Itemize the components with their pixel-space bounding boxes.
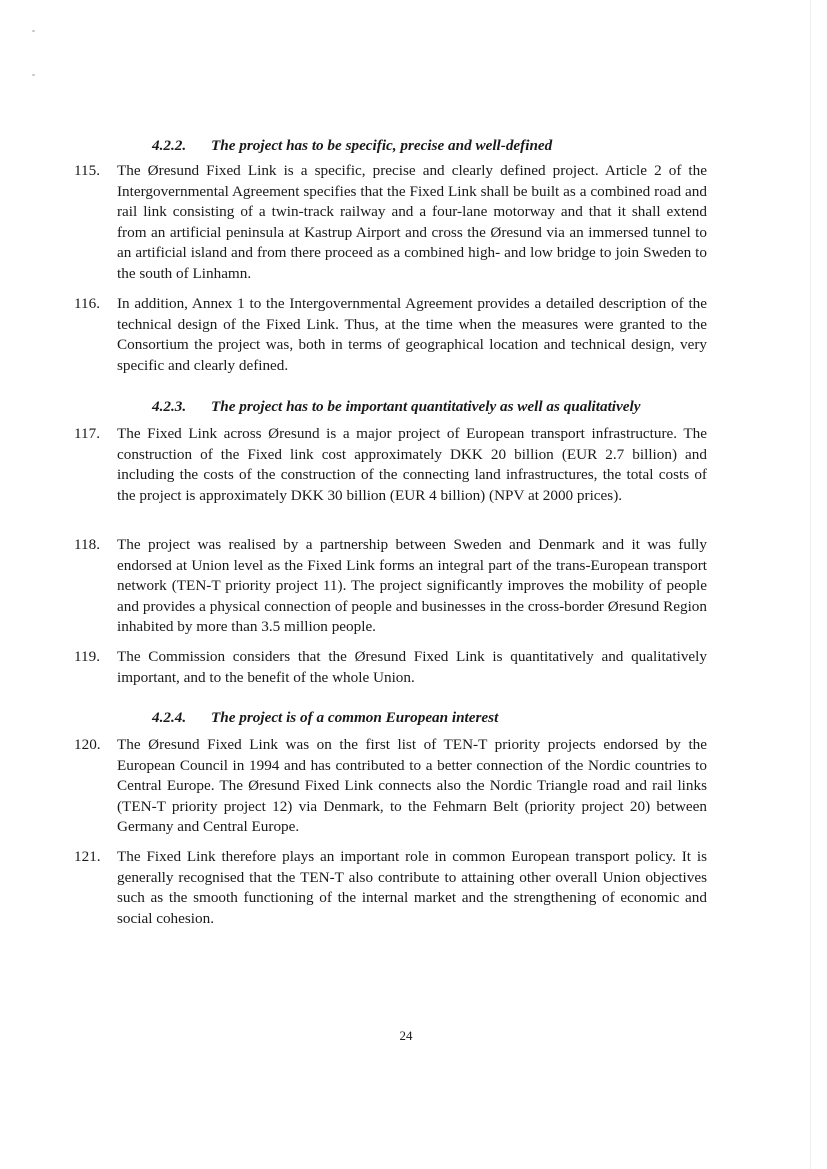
section-title: The project is of a common European interest (211, 709, 499, 726)
section-heading (152, 397, 640, 417)
section-heading (152, 136, 552, 156)
page-number: 24 (399, 1028, 413, 1043)
paragraph-text: The Commission considers that the Øresund Fixed Link is quantitatively and qualitatively important, and to the benefit of the whole Union. (117, 648, 707, 686)
paragraph-text: In addition, Annex 1 to the Intergovernmental Agreement provides a detailed description of the technical design of the Fixed Link. Thus, at the time when the measures were granted to the Consortium the project was, both in terms of geographical location and technical design, very specific and clearly defined. (117, 295, 707, 374)
scan-edge-shadow (810, 0, 811, 1169)
paragraph-text: The Fixed Link across Øresund is a major project of European transport infrastructure. The construction of the Fixed link cost approximately DKK 20 billion (EUR 2.7 billion) and including the costs of the construction of the connecting land infrastructures, the total costs of the project is approximately DKK 30 billion (EUR 4 billion) (NPV at 2000 prices). (117, 425, 707, 504)
paragraph (74, 294, 707, 376)
paragraph (74, 735, 707, 838)
paragraph (74, 424, 707, 506)
paragraph-number: 119. (74, 648, 101, 665)
section-title: The project has to be important quantitatively as well as qualitatively (211, 398, 641, 415)
paragraph-text: The Fixed Link therefore plays an important role in common European transport policy. It is generally recognised that the TEN-T also contribute to attaining other overall Union objectives such as the smooth functioning of the internal market and the strengthening of economic and social cohesion. (117, 848, 707, 927)
section-number: 4.2.2. (152, 137, 187, 154)
paragraph-number: 115. (74, 162, 101, 179)
paragraph-text: The Øresund Fixed Link is a specific, precise and clearly defined project. Article 2 of the Intergovernmental Agreement specifies that the Fixed Link shall be built as a combined road and rail link consisting of a twin-track railway and a four-lane motorway and that it shall extend from an artificial peninsula at Kastrup Airport and cross the Øresund via an immersed tunnel to an artificial island and from there proceed as a combined high- and low bridge to join Sweden to the south of Linhamn. (117, 162, 707, 282)
paragraph (74, 847, 707, 929)
paragraph-text: The Øresund Fixed Link was on the first list of TEN-T priority projects endorsed by the European Council in 1994 and has contributed to a better connection of the Nordic countries to Central Europe. The Øresund Fixed Link connects also the Nordic Triangle road and rail links (TEN-T priority project 12) via Denmark, to the Fehmarn Belt (priority project 20) between Germany and Central Europe. (117, 736, 707, 835)
paragraph-number: 117. (74, 425, 101, 442)
paragraph-number: 121. (74, 848, 101, 865)
scan-speck (32, 30, 35, 32)
paragraph-number: 118. (74, 536, 101, 553)
paragraph (74, 647, 707, 688)
section-heading (152, 708, 498, 728)
paragraph-number: 120. (74, 736, 101, 753)
paragraph-text: The project was realised by a partnership between Sweden and Denmark and it was fully endorsed at Union level as the Fixed Link forms an integral part of the trans-European transport network (TEN-T priority project 11). The project significantly improves the mobility of people and provides a physical connection of people and businesses in the cross-border Øresund Region inhabited by more than 3.5 million people. (117, 536, 707, 635)
paragraph-number: 116. (74, 295, 101, 312)
section-title: The project has to be specific, precise and well-defined (211, 137, 553, 154)
section-number: 4.2.3. (152, 398, 187, 415)
paragraph (74, 161, 707, 284)
paragraph (74, 535, 707, 638)
section-number: 4.2.4. (152, 709, 187, 726)
scan-speck (32, 74, 35, 76)
